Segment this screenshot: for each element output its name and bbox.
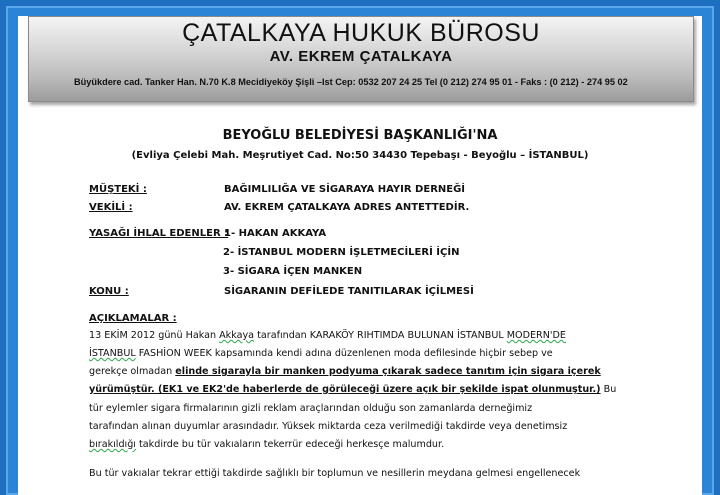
body-line-4 (89, 384, 649, 395)
musteki-value: BAĞIMLILIĞA VE SİGARAYA HAYIR DERNEĞİ (224, 184, 466, 195)
violator-2: 2- İSTANBUL MODERN İŞLETMECİLERİ İÇİN (223, 247, 460, 258)
body-line-5: tür eylemler sigara firmalarının gizli reklam araçlarından olduğu son zamanlarda derneğimiz (89, 403, 533, 414)
body-line-2-b: FASHİON WEEK kapsamında kendi adına düzenlenen moda defilesinde hiçbir sebep ve (135, 348, 553, 359)
body-line-1-d: MODERN'DE (506, 330, 566, 341)
addressee-address: (Evliya Çelebi Mah. Meşrutiyet Cad. No:50 34430 Tepebaşı - Beyoğlu – İSTANBUL) (131, 150, 589, 161)
lawyer-name: AV. EKREM ÇATALKAYA (269, 48, 453, 65)
konu-row (89, 286, 474, 297)
vekili-label: VEKİLİ : (89, 202, 133, 213)
body-line-2 (89, 348, 649, 359)
body-line-7-b: takdirde bu tür vakıaların tekerrür edeceği herkesçe malumdur. (135, 439, 445, 450)
musteki-label: MÜŞTEKİ : (89, 184, 147, 195)
contact-line: Büyükdere cad. Tanker Han. N.70 K.8 Mecidiyeköy Şişli –Ist Cep: 0532 207 24 25 Tel (0 212) 274 95 01 - Faks : (0 212) - 274 95 02 (74, 77, 628, 87)
violator-1: 1- HAKAN AKKAYA (224, 228, 327, 239)
body-line-1-b: Akkaya (219, 330, 255, 341)
aciklamalar-label: AÇIKLAMALAR : (89, 313, 177, 324)
body-line-3 (89, 366, 649, 377)
body-line-4-a: yürümüştür. (EK1 ve EK2'de haberlerde de görüleceği üzere açık bir şekilde ispat olunmuştur.) (89, 384, 601, 395)
musteki-row (89, 184, 465, 195)
letterhead (28, 16, 694, 102)
body-line-3-a: gerekçe olmadan (89, 366, 176, 377)
konu-label: KONU : (89, 286, 129, 297)
body-line-8: Bu tür vakıalar tekrar ettiği takdirde sağlıklı bir toplumun ve nesillerin meydana gelmesi engellenecek (89, 468, 581, 479)
konu-value: SİGARANIN DEFİLEDE TANITILARAK İÇİLMESİ (224, 286, 474, 297)
violators-label: YASAĞI İHLAL EDENLER : (89, 228, 229, 239)
body-line-6: tarafından alınan duyumlar arasındadır. Yüksek miktarda ceza verilmediği takdirde veya denetimsiz (89, 421, 568, 432)
violators-row (89, 228, 326, 239)
aciklamalar-row (89, 313, 177, 324)
addressee-name: BEYOĞLU BELEDİYESİ BAŞKANLIĞI'NA (222, 128, 498, 143)
vekili-value: AV. EKREM ÇATALKAYA ADRES ANTETTEDİR. (224, 202, 470, 213)
body-line-1 (89, 330, 649, 341)
firm-name: ÇATALKAYA HUKUK BÜROSU (182, 19, 540, 47)
body-line-2-a: İSTANBUL (89, 348, 136, 359)
vekili-row (89, 202, 469, 213)
violator-3: 3- SİGARA İÇEN MANKEN (223, 266, 363, 277)
body-line-7-a: bırakıldığı (89, 439, 136, 450)
body-line-1-c: tarafından KARAKÖY RIHTIMDA BULUNAN İSTANBUL (254, 330, 507, 341)
body-line-3-b: elinde sigarayla bir manken podyuma çıkarak sadece tanıtım için sigara içerek (175, 366, 601, 377)
body-line-7 (89, 439, 649, 450)
document-page (18, 16, 702, 495)
document-frame (6, 6, 714, 495)
body-line-1-a: 13 EKİM 2012 günü Hakan (89, 330, 220, 341)
body-line-4-b: Bu (600, 384, 617, 395)
